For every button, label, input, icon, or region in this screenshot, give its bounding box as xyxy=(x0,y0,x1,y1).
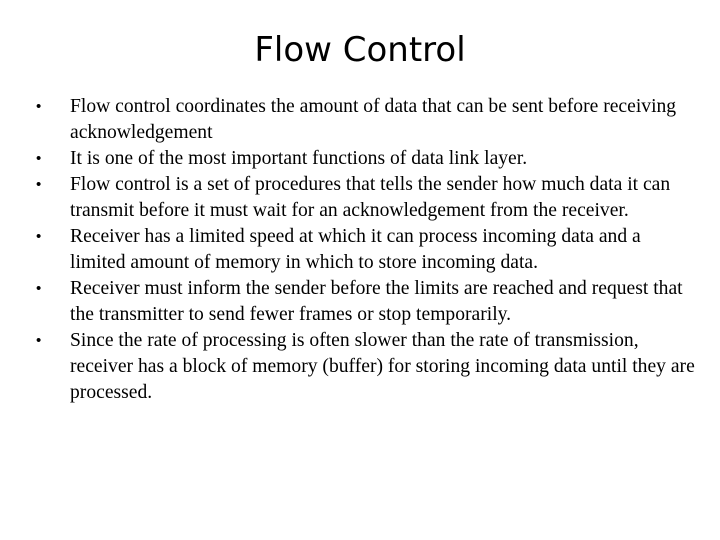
bullet-text: Since the rate of processing is often slower than the rate of transmission, receiver has a block of memory (buffer) for storing incoming data until they are processed. xyxy=(70,330,695,403)
bullet-list xyxy=(36,94,696,406)
bullet-item xyxy=(36,172,696,224)
bullet-text: Flow control is a set of procedures that tells the sender how much data it can transmit before it must wait for an acknowledgement from the receiver. xyxy=(70,174,671,221)
bullet-icon: • xyxy=(36,332,42,349)
slide-title: Flow Control xyxy=(254,30,466,70)
bullet-text: Receiver must inform the sender before the limits are reached and request that the transmitter to send fewer frames or stop temporarily. xyxy=(70,278,683,325)
bullet-text: Flow control coordinates the amount of data that can be sent before receiving acknowledgement xyxy=(70,96,677,143)
bullet-icon: • xyxy=(36,228,42,245)
bullet-icon: • xyxy=(36,280,42,297)
bullet-text: It is one of the most important functions of data link layer. xyxy=(70,148,528,169)
bullet-item xyxy=(36,94,696,146)
bullet-icon: • xyxy=(36,176,42,193)
bullet-icon: • xyxy=(36,98,42,115)
bullet-text: Receiver has a limited speed at which it can process incoming data and a limited amount of memory in which to store incoming data. xyxy=(70,226,641,273)
bullet-item xyxy=(36,146,696,172)
bullet-item xyxy=(36,224,696,276)
bullet-item xyxy=(36,328,696,406)
bullet-icon: • xyxy=(36,150,42,167)
bullet-item xyxy=(36,276,696,328)
